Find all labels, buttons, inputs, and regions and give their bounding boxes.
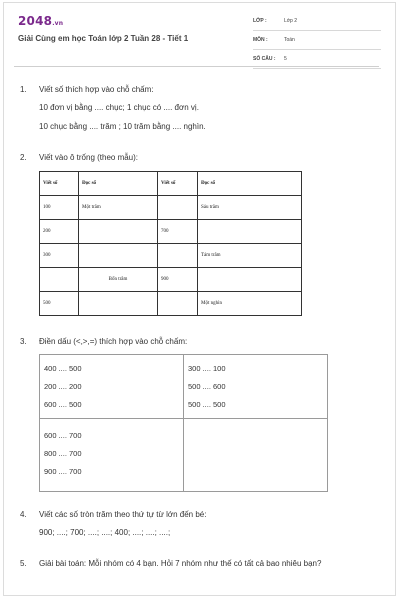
table-cell: [158, 292, 198, 316]
table-cell: [198, 220, 302, 244]
table-cell: [198, 268, 302, 292]
comparison-table: [39, 354, 328, 492]
document-title: Giải Cùng em học Toán lớp 2 Tuần 28 - Tiết 1: [18, 34, 189, 43]
question-text: Viết số thích hợp vào chỗ chấm:: [39, 85, 154, 94]
table-cell: Tám trăm: [198, 244, 302, 268]
comparison-item: 400 .... 500: [44, 364, 82, 373]
table-header: Viết số: [158, 172, 198, 196]
question-number: 1.: [20, 85, 27, 94]
table-cell: 900: [158, 268, 198, 292]
q1-line-1: 10 đơn vị bằng .... chục; 1 chục có .... đơn vị.: [39, 103, 199, 112]
table-cell: 100: [40, 196, 79, 220]
table-cell: [79, 244, 158, 268]
header-divider: [14, 66, 379, 67]
comparison-cell: [40, 419, 184, 492]
comparison-cell: [184, 355, 328, 419]
table-row: [40, 196, 302, 220]
table-row: [40, 292, 302, 316]
table-header-row: [40, 172, 302, 196]
table-header: Viết số: [40, 172, 79, 196]
comparison-item: 500 .... 500: [188, 400, 226, 409]
table-row: [40, 268, 302, 292]
comparison-item: 900 .... 700: [44, 467, 82, 476]
question-number: 5.: [20, 559, 27, 568]
comparison-cell-empty: [184, 419, 328, 492]
comparison-item: 200 .... 200: [44, 382, 82, 391]
meta-value: Toán: [284, 37, 295, 43]
meta-row-subject: [253, 34, 381, 50]
comparison-item: 800 .... 700: [44, 449, 82, 458]
table-cell: 200: [40, 220, 79, 244]
table-cell: 700: [158, 220, 198, 244]
table-row: [40, 244, 302, 268]
table-cell: Sáu trăm: [198, 196, 302, 220]
table-cell: [158, 196, 198, 220]
table-cell: 500: [40, 292, 79, 316]
table-cell: [79, 220, 158, 244]
q1-line-2: 10 chục bằng .... trăm ; 10 trăm bằng .... nghìn.: [39, 122, 206, 131]
table-cell: [158, 244, 198, 268]
comparison-item: 600 .... 700: [44, 431, 82, 440]
table-cell: Bốn trăm: [79, 268, 158, 292]
meta-key: SỐ CÂU :: [253, 56, 276, 62]
meta-key: MÔN :: [253, 37, 268, 43]
meta-value: Lớp 2: [284, 18, 298, 24]
comparison-item: 500 .... 600: [188, 382, 226, 391]
question-text: Giải bài toán: Mỗi nhóm có 4 bạn. Hỏi 7 nhóm như thế có tất cả bao nhiêu bạn?: [39, 559, 322, 568]
q4-answer-line: 900; ....; 700; ....; ....; 400; ....; ....; ....;: [39, 528, 171, 537]
table-header: Đọc số: [79, 172, 158, 196]
question-number: 2.: [20, 153, 27, 162]
comparison-cell: [40, 355, 184, 419]
comparison-item: 600 .... 500: [44, 400, 82, 409]
table-cell: [40, 268, 79, 292]
question-number: 3.: [20, 337, 27, 346]
site-logo[interactable]: 2048.vn: [18, 14, 64, 28]
table-cell: [79, 292, 158, 316]
meta-info: [253, 15, 381, 72]
question-text: Viết các số tròn trăm theo thứ tự từ lớn đến bé:: [39, 510, 207, 519]
table-cell: Một nghìn: [198, 292, 302, 316]
question-number: 4.: [20, 510, 27, 519]
meta-row-grade: [253, 15, 381, 31]
table-header: Đọc số: [198, 172, 302, 196]
number-reading-table: [39, 171, 302, 316]
table-row: [40, 355, 328, 419]
comparison-item: 300 .... 100: [188, 364, 226, 373]
table-row: [40, 220, 302, 244]
meta-value: 5: [284, 56, 287, 62]
table-cell: 300: [40, 244, 79, 268]
table-row: [40, 419, 328, 492]
table-cell: Một trăm: [79, 196, 158, 220]
question-text: Điền dấu (<,>,=) thích hợp vào chỗ chấm:: [39, 337, 188, 346]
meta-key: LỚP :: [253, 18, 267, 24]
question-text: Viết vào ô trống (theo mẫu):: [39, 153, 139, 162]
